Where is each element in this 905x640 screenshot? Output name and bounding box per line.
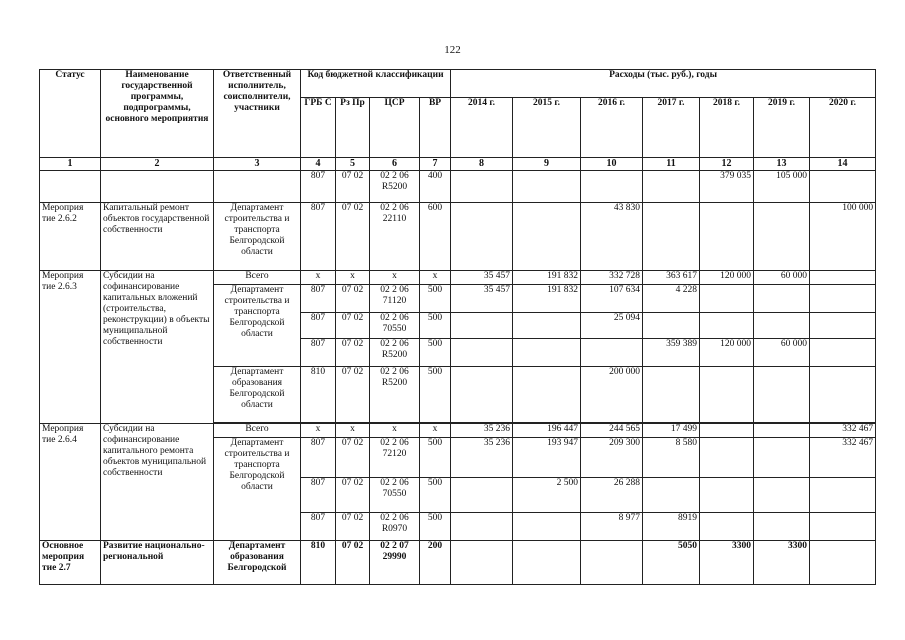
column-number: 3 bbox=[214, 158, 301, 171]
value-2017 bbox=[643, 313, 700, 339]
budget-table bbox=[39, 69, 876, 585]
value-2016 bbox=[581, 171, 643, 203]
header-csr: ЦСР bbox=[370, 98, 420, 158]
header-year-2015: 2015 г. bbox=[513, 98, 581, 158]
executor-cell: Всего bbox=[214, 271, 301, 285]
value-2016: 25 094 bbox=[581, 313, 643, 339]
value-2014 bbox=[451, 313, 513, 339]
header-year-2019: 2019 г. bbox=[754, 98, 810, 158]
grbs-cell: 807 bbox=[301, 438, 336, 478]
value-2018 bbox=[700, 438, 754, 478]
value-2020 bbox=[810, 285, 876, 313]
header-expenses: Расходы (тыс. руб.), годы bbox=[451, 70, 876, 98]
header-year-2016: 2016 г. bbox=[581, 98, 643, 158]
column-number: 13 bbox=[754, 158, 810, 171]
csr-cell: х bbox=[370, 424, 420, 438]
csr-cell: 02 2 06 R5200 bbox=[370, 367, 420, 423]
value-2019 bbox=[754, 285, 810, 313]
grbs-cell: 807 bbox=[301, 478, 336, 513]
value-2018 bbox=[700, 478, 754, 513]
value-2014 bbox=[451, 478, 513, 513]
value-2017: 5050 bbox=[643, 541, 700, 585]
value-2014: 35 236 bbox=[451, 424, 513, 438]
value-2020: 100 000 bbox=[810, 203, 876, 271]
value-2014 bbox=[451, 541, 513, 585]
value-2018 bbox=[700, 285, 754, 313]
rzpr-cell: х bbox=[336, 424, 370, 438]
value-2015 bbox=[513, 339, 581, 367]
rzpr-cell: 07 02 bbox=[336, 203, 370, 271]
value-2020 bbox=[810, 171, 876, 203]
column-number: 1 bbox=[40, 158, 101, 171]
value-2014 bbox=[451, 203, 513, 271]
vr-cell: 200 bbox=[420, 541, 451, 585]
grbs-cell: х bbox=[301, 424, 336, 438]
vr-cell: х bbox=[420, 271, 451, 285]
column-number: 9 bbox=[513, 158, 581, 171]
table-row bbox=[40, 424, 876, 438]
header-row-top bbox=[40, 70, 876, 98]
header-year-2020: 2020 г. bbox=[810, 98, 876, 158]
executor-cell: Департамент строительства и транспорта Белгородской области bbox=[214, 203, 301, 271]
value-2017 bbox=[643, 478, 700, 513]
value-2020 bbox=[810, 367, 876, 423]
value-2017: 4 228 bbox=[643, 285, 700, 313]
value-2015 bbox=[513, 541, 581, 585]
value-2019: 3300 bbox=[754, 541, 810, 585]
value-2016 bbox=[581, 541, 643, 585]
value-2016: 26 288 bbox=[581, 478, 643, 513]
value-2016: 8 977 bbox=[581, 513, 643, 541]
rzpr-cell: 07 02 bbox=[336, 438, 370, 478]
vr-cell: 600 bbox=[420, 203, 451, 271]
column-number: 7 bbox=[420, 158, 451, 171]
csr-cell: 02 2 06 70550 bbox=[370, 313, 420, 339]
csr-cell: 02 2 06 71120 bbox=[370, 285, 420, 313]
vr-cell: х bbox=[420, 424, 451, 438]
value-2019 bbox=[754, 203, 810, 271]
rzpr-cell: 07 02 bbox=[336, 171, 370, 203]
value-2017: 8 580 bbox=[643, 438, 700, 478]
value-2015: 2 500 bbox=[513, 478, 581, 513]
value-2017: 8919 bbox=[643, 513, 700, 541]
value-2019 bbox=[754, 438, 810, 478]
header-budget-code: Код бюджетной классификации bbox=[301, 70, 451, 98]
executor-cell: Департамент образования Белгородской bbox=[214, 541, 301, 585]
status-cell: Мероприя тие 2.6.4 bbox=[40, 424, 101, 541]
column-number: 4 bbox=[301, 158, 336, 171]
column-number: 5 bbox=[336, 158, 370, 171]
name-cell: Субсидии на софинансирование капитального ремонта объектов муниципальной собственности bbox=[101, 424, 214, 541]
status-cell: Мероприя тие 2.6.3 bbox=[40, 271, 101, 424]
executor-cell: Департамент строительства и транспорта Белгородской области bbox=[214, 438, 301, 541]
value-2020 bbox=[810, 478, 876, 513]
value-2018: 120 000 bbox=[700, 339, 754, 367]
name-cell bbox=[101, 171, 214, 203]
grbs-cell: 807 bbox=[301, 313, 336, 339]
csr-cell: 02 2 06 R5200 bbox=[370, 339, 420, 367]
value-2017: 363 617 bbox=[643, 271, 700, 285]
vr-cell: 500 bbox=[420, 478, 451, 513]
value-2018 bbox=[700, 424, 754, 438]
column-number: 14 bbox=[810, 158, 876, 171]
value-2014 bbox=[451, 339, 513, 367]
csr-cell: 02 2 06 R0970 bbox=[370, 513, 420, 541]
grbs-cell: 807 bbox=[301, 203, 336, 271]
value-2020: 332 467 bbox=[810, 424, 876, 438]
value-2020 bbox=[810, 271, 876, 285]
value-2015 bbox=[513, 367, 581, 423]
vr-cell: 400 bbox=[420, 171, 451, 203]
value-2016: 332 728 bbox=[581, 271, 643, 285]
csr-cell: х bbox=[370, 271, 420, 285]
value-2018 bbox=[700, 367, 754, 423]
column-number: 8 bbox=[451, 158, 513, 171]
value-2018 bbox=[700, 513, 754, 541]
value-2015: 191 832 bbox=[513, 271, 581, 285]
value-2015 bbox=[513, 313, 581, 339]
rzpr-cell: 07 02 bbox=[336, 513, 370, 541]
value-2018: 379 035 bbox=[700, 171, 754, 203]
value-2020 bbox=[810, 339, 876, 367]
value-2017: 359 389 bbox=[643, 339, 700, 367]
vr-cell: 500 bbox=[420, 313, 451, 339]
grbs-cell: х bbox=[301, 271, 336, 285]
csr-cell: 02 2 06 72120 bbox=[370, 438, 420, 478]
value-2016: 200 000 bbox=[581, 367, 643, 423]
header-year-2018: 2018 г. bbox=[700, 98, 754, 158]
value-2015: 196 447 bbox=[513, 424, 581, 438]
value-2018 bbox=[700, 203, 754, 271]
header-grbs: ГРБ С bbox=[301, 98, 336, 158]
value-2016: 43 830 bbox=[581, 203, 643, 271]
value-2019 bbox=[754, 424, 810, 438]
header-executor: Ответственный исполнитель, соисполнители, участники bbox=[214, 70, 301, 158]
header-name: Наименование государственной программы, подпрограммы, основного мероприятия bbox=[101, 70, 214, 158]
value-2020: 332 467 bbox=[810, 438, 876, 478]
status-cell: Мероприя тие 2.6.2 bbox=[40, 203, 101, 271]
table-row bbox=[40, 271, 876, 285]
grbs-cell: 807 bbox=[301, 513, 336, 541]
value-2014: 35 236 bbox=[451, 438, 513, 478]
vr-cell: 500 bbox=[420, 438, 451, 478]
status-cell bbox=[40, 171, 101, 203]
value-2015 bbox=[513, 171, 581, 203]
grbs-cell: 810 bbox=[301, 367, 336, 423]
value-2020 bbox=[810, 513, 876, 541]
rzpr-cell: 07 02 bbox=[336, 541, 370, 585]
grbs-cell: 807 bbox=[301, 171, 336, 203]
csr-cell: 02 2 06 70550 bbox=[370, 478, 420, 513]
value-2020 bbox=[810, 313, 876, 339]
value-2016 bbox=[581, 339, 643, 367]
rzpr-cell: 07 02 bbox=[336, 478, 370, 513]
value-2016: 107 634 bbox=[581, 285, 643, 313]
vr-cell: 500 bbox=[420, 339, 451, 367]
table-row bbox=[40, 171, 876, 203]
value-2020 bbox=[810, 541, 876, 585]
value-2016: 209 300 bbox=[581, 438, 643, 478]
value-2014 bbox=[451, 513, 513, 541]
csr-cell: 02 2 06 R5200 bbox=[370, 171, 420, 203]
value-2014 bbox=[451, 171, 513, 203]
rzpr-cell: 07 02 bbox=[336, 313, 370, 339]
grbs-cell: 807 bbox=[301, 339, 336, 367]
value-2019 bbox=[754, 513, 810, 541]
value-2015: 191 832 bbox=[513, 285, 581, 313]
table-row bbox=[40, 541, 876, 585]
value-2019 bbox=[754, 313, 810, 339]
value-2019: 105 000 bbox=[754, 171, 810, 203]
value-2016: 244 565 bbox=[581, 424, 643, 438]
value-2017: 17 499 bbox=[643, 424, 700, 438]
name-cell: Развитие национально-региональной bbox=[101, 541, 214, 585]
value-2018: 120 000 bbox=[700, 271, 754, 285]
header-year-2017: 2017 г. bbox=[643, 98, 700, 158]
value-2019 bbox=[754, 367, 810, 423]
rzpr-cell: 07 02 bbox=[336, 339, 370, 367]
value-2019 bbox=[754, 478, 810, 513]
vr-cell: 500 bbox=[420, 285, 451, 313]
value-2014: 35 457 bbox=[451, 285, 513, 313]
value-2014 bbox=[451, 367, 513, 423]
column-number: 11 bbox=[643, 158, 700, 171]
value-2015 bbox=[513, 513, 581, 541]
column-number: 2 bbox=[101, 158, 214, 171]
status-cell: Основное мероприя тие 2.7 bbox=[40, 541, 101, 585]
grbs-cell: 810 bbox=[301, 541, 336, 585]
csr-cell: 02 2 06 22110 bbox=[370, 203, 420, 271]
grbs-cell: 807 bbox=[301, 285, 336, 313]
value-2015: 193 947 bbox=[513, 438, 581, 478]
table-row bbox=[40, 203, 876, 271]
column-number: 6 bbox=[370, 158, 420, 171]
column-number: 12 bbox=[700, 158, 754, 171]
name-cell: Субсидии на софинансирование капитальных вложений (строительства, реконструкции) в объекты муниципальной собственности bbox=[101, 271, 214, 424]
value-2017 bbox=[643, 367, 700, 423]
value-2019: 60 000 bbox=[754, 339, 810, 367]
rzpr-cell: 07 02 bbox=[336, 367, 370, 423]
executor-cell: Департамент строительства и транспорта Белгородской области bbox=[214, 285, 301, 367]
value-2018 bbox=[700, 313, 754, 339]
name-cell: Капитальный ремонт объектов государственной собственности bbox=[101, 203, 214, 271]
vr-cell: 500 bbox=[420, 367, 451, 423]
header-year-2014: 2014 г. bbox=[451, 98, 513, 158]
vr-cell: 500 bbox=[420, 513, 451, 541]
page-number: 122 bbox=[444, 44, 461, 56]
value-2017 bbox=[643, 203, 700, 271]
executor-cell: Всего bbox=[214, 424, 301, 438]
value-2019: 60 000 bbox=[754, 271, 810, 285]
value-2015 bbox=[513, 203, 581, 271]
rzpr-cell: 07 02 bbox=[336, 285, 370, 313]
header-vr: ВР bbox=[420, 98, 451, 158]
value-2014: 35 457 bbox=[451, 271, 513, 285]
header-rzpr: Рз Пр bbox=[336, 98, 370, 158]
value-2017 bbox=[643, 171, 700, 203]
executor-cell: Департамент образования Белгородской области bbox=[214, 367, 301, 423]
rzpr-cell: х bbox=[336, 271, 370, 285]
csr-cell: 02 2 07 29990 bbox=[370, 541, 420, 585]
value-2018: 3300 bbox=[700, 541, 754, 585]
header-status: Статус bbox=[40, 70, 101, 158]
executor-cell bbox=[214, 171, 301, 203]
column-numbers-row bbox=[40, 158, 876, 171]
column-number: 10 bbox=[581, 158, 643, 171]
